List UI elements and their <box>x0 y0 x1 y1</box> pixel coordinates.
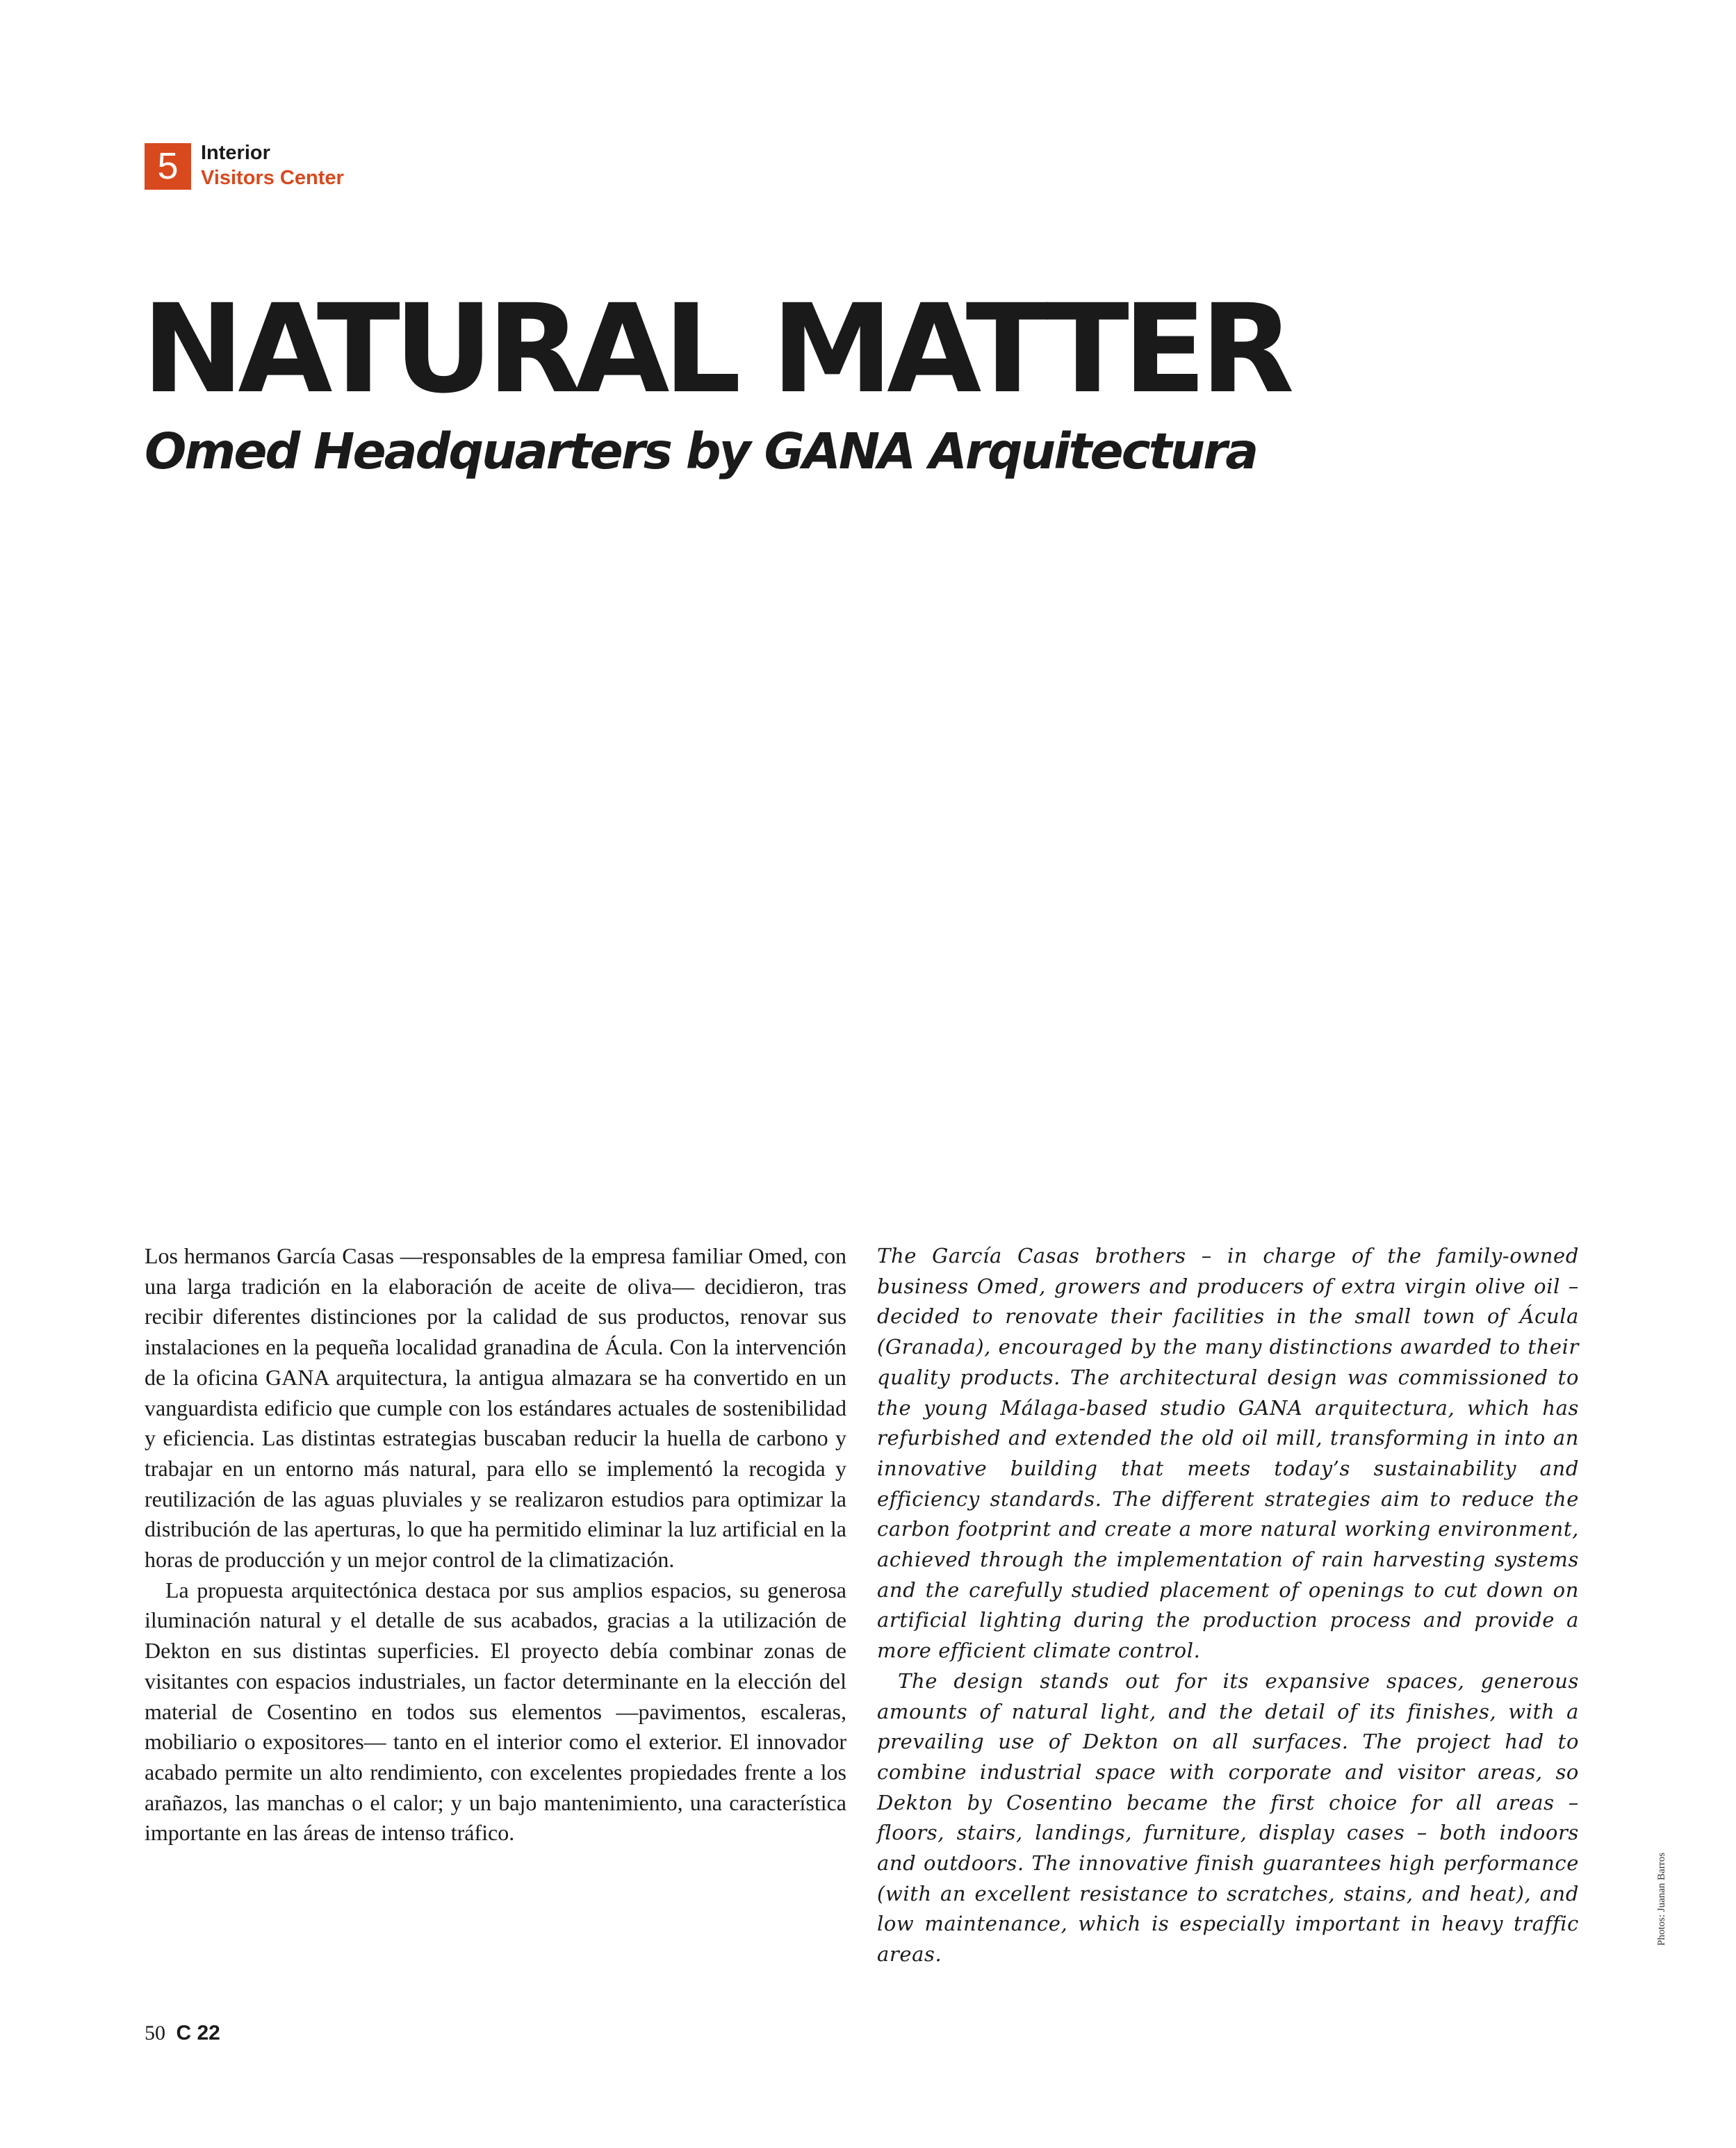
article-subtitle: Omed Headquarters by GANA Arquitectura <box>145 423 1257 480</box>
section-labels <box>201 140 344 190</box>
photo-credit: Photos: Juanan Barros <box>1656 1852 1667 1946</box>
page-folio <box>145 2019 220 2047</box>
body-column-spanish <box>145 1241 846 1848</box>
article-title: NATURAL MATTER <box>142 278 1288 420</box>
page-number: 50 <box>145 2022 165 2044</box>
magazine-issue: C 22 <box>176 2022 220 2044</box>
section-subcategory: Visitors Center <box>201 167 344 189</box>
paragraph-en-2: The design stands out for its expansive spaces, generous amounts of natural light, and the detail of its finishes, with a prevailing use of Dekton on all surfaces. The project had to combine industrial space with corporate and visitor areas, so Dekton by Cosentino became the first choice for all areas – floors, stairs, landings, furniture, display cases – both indoors and outdoors. The innovative finish guarantees high performance (with an excellent resistance to scratches, stains, and heat), and low maintenance, which is especially important in heavy traffic areas. <box>877 1669 1579 1967</box>
body-column-english <box>877 1241 1579 1970</box>
paragraph-es-1: Los hermanos García Casas —responsables de la empresa familiar Omed, con una larga tradición en la elaboración de aceite de oliva— decidieron, tras recibir diferentes distinciones por la calidad de sus productos, renovar sus instalaciones en la pequeña localidad granadina de Ácula. Con la intervención de la oficina GANA arquitectura, la antigua almazara se ha convertido en un vanguardista edificio que cumple con los estándares actuales de sostenibilidad y eficiencia. Las distintas estrategias buscaban reducir la huella de carbono y trabajar en un entorno más natural, para ello se implementó la recogida y reutilización de las aguas pluviales y se realizaron estudios para optimizar la distribución de las aperturas, lo que ha permitido eliminar la luz artificial en la horas de producción y un mejor control de la climatización. <box>145 1243 846 1573</box>
section-category: Interior <box>201 142 270 164</box>
paragraph-es-2: La propuesta arquitectónica destaca por sus amplios espacios, su generosa iluminación natural y el detalle de sus acabados, gracias a la utilización de Dekton en sus distintas superficies. El proyecto debía combinar zonas de visitantes con espacios industriales, un factor determinante en la elección del material de Cosentino en todos sus elementos —pavimentos, escaleras, mobiliario o expositores— tanto en el interior como el exterior. El innovador acabado permite un alto rendimiento, con excelentes propiedades frente a los arañazos, las manchas o el calor; y un bajo mantenimiento, una característica importante en las áreas de intenso tráfico. <box>145 1577 846 1846</box>
paragraph-en-1: The García Casas brothers – in charge of the family-owned business Omed, growers and producers of extra virgin olive oil – decided to renovate their facilities in the small town of Ácula (Granada), encouraged by the many distinctions awarded to their quality products. The architectural design was commissioned to the young Málaga-based studio GANA arquitectura, which has refurbished and extended the old oil mill, transforming in into an innovative building that meets today’s sustainability and efficiency standards. The different strategies aim to reduce the carbon footprint and create a more natural working environment, achieved through the implementation of rain harvesting systems and the carefully studied placement of openings to cut down on artificial lighting during the production process and provide a more efficient climate control. <box>877 1244 1579 1663</box>
section-number-badge: 5 <box>145 143 191 190</box>
section-tag <box>145 143 344 190</box>
